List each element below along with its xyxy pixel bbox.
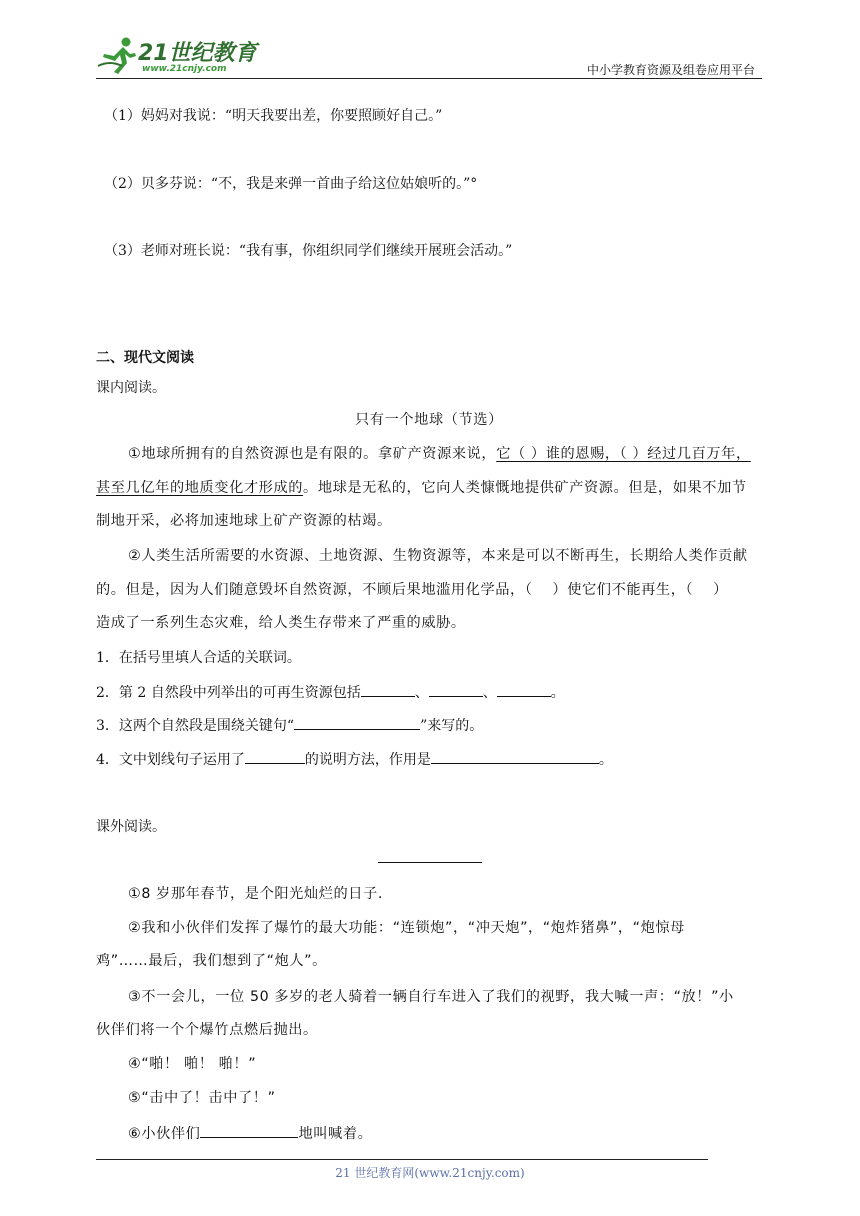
answer-blank[interactable] <box>294 714 420 730</box>
answer-blank[interactable] <box>431 748 599 764</box>
answer-blank[interactable] <box>361 681 415 697</box>
story-para-1: ①8 岁那年春节，是个阳光灿烂的日子. <box>128 886 383 902</box>
question-4: 4．文中划线句子运用了 的说明方法，作用是 。 <box>96 748 613 770</box>
passage-p2-line3: 造成了一系列生态灾难，给人类生存带来了严重的威胁。 <box>96 615 466 631</box>
story-para-2-cont: 鸡”……最后，我们想到了“炮人”。 <box>96 953 327 969</box>
footer-rule <box>96 1159 708 1160</box>
section-heading: 二、现代文阅读 <box>96 350 194 366</box>
sentence-item-2: （2）贝多芬说：“不，我是来弹一首曲子给这位姑娘听的。”° <box>104 176 478 192</box>
title-blank[interactable] <box>378 862 482 863</box>
question-1: 1．在括号里填人合适的关联词。 <box>96 650 301 666</box>
passage-p1-line1: ①地球所拥有的自然资源也是有限的。拿矿产资源来说，它（ ）谁的恩赐，（ ）经过几百万年， <box>128 446 751 462</box>
outclass-label: 课外阅读。 <box>96 819 166 835</box>
platform-name: 中小学教育资源及组卷应用平台 <box>586 63 755 77</box>
logo-sub-text: www.21cnjy.com <box>142 64 227 74</box>
passage-p1-line3: 制地开采，必将加速地球上矿产资源的枯竭。 <box>96 513 392 529</box>
underlined-sentence: 它（ ）谁的恩赐，（ ）经过几百万年， <box>496 446 751 462</box>
runner-logo-icon <box>96 36 140 76</box>
story-para-6: ⑥小伙伴们 地叫喊着。 <box>128 1122 372 1144</box>
passage-p2-line1: ②人类生活所需要的水资源、土地资源、生物资源等，本来是可以不断再生，长期给人类作贡献 <box>128 548 748 564</box>
passage-p2-line2: 的。但是，因为人们随意毁坏自然资源，不顾后果地滥用化学品，（ ）使它们不能再生，（ ） <box>96 582 728 598</box>
answer-blank[interactable] <box>429 681 483 697</box>
question-3: 3．这两个自然段是围绕关键句“ ”来写的。 <box>96 714 483 736</box>
passage-title: 只有一个地球（节选） <box>355 412 503 428</box>
story-para-3-cont: 伙伴们将一个个爆竹点燃后抛出。 <box>96 1022 318 1038</box>
site-logo <box>96 34 266 78</box>
answer-blank[interactable] <box>200 1122 298 1138</box>
answer-blank[interactable] <box>497 681 551 697</box>
story-para-3: ③不一会儿，一位 50 多岁的老人骑着一辆自行车进入了我们的视野，我大喊一声：“放！”小 <box>128 989 734 1005</box>
story-para-2: ②我和小伙伴们发挥了爆竹的最大功能：“连锁炮”，“冲天炮”，“炮炸猪鼻”，“炮惊母 <box>128 920 685 936</box>
answer-blank[interactable] <box>245 748 305 764</box>
story-para-5: ⑤“击中了！击中了！” <box>128 1090 276 1106</box>
logo-main-text: 21世纪教育 <box>138 41 257 66</box>
passage-p1-line2: 甚至几亿年的地质变化才形成的。地球是无私的，它向人类慷慨地提供矿产资源。但是，如果不加节 <box>96 480 747 496</box>
inclass-label: 课内阅读。 <box>96 380 166 396</box>
sentence-item-1: （1）妈妈对我说：“明天我要出差，你要照顾好自己。” <box>104 108 443 124</box>
footer-text: 21 世纪教育网(www.21cnjy.com) <box>335 1166 525 1180</box>
question-2: 2．第 2 自然段中列举出的可再生资源包括 、 、 。 <box>96 681 565 703</box>
story-para-4: ④“啪！ 啪！ 啪！” <box>128 1056 257 1072</box>
sentence-item-3: （3）老师对班长说：“我有事，你组织同学们继续开展班会活动。” <box>104 243 513 259</box>
underlined-sentence-cont: 甚至几亿年的地质变化才形成的 <box>96 480 304 496</box>
header-rule <box>96 78 762 79</box>
